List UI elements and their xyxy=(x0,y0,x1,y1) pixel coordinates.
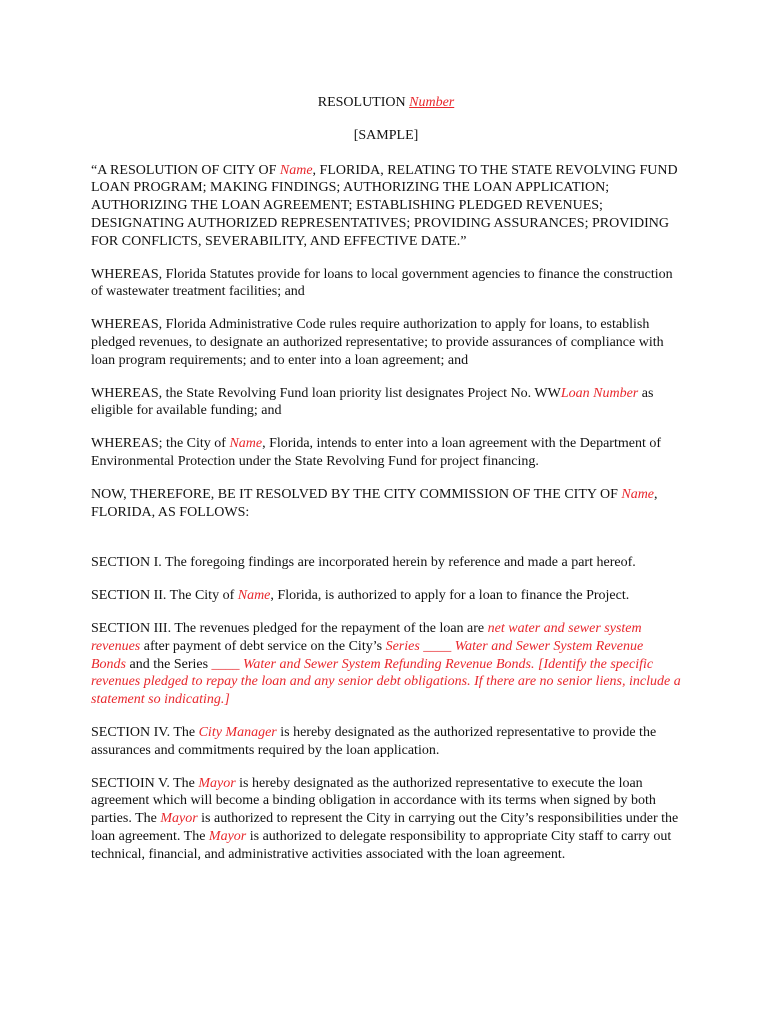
section-4 xyxy=(91,724,681,760)
mayor-placeholder: Mayor xyxy=(198,775,236,791)
section5-text-4: is authorized to delegate responsibility to appropriate City staff to carry out technical, financial, and administrative activities associated with the loan agreement. xyxy=(91,828,672,862)
section2-text-1: SECTION II. The City of xyxy=(91,588,238,604)
section3-text-1: SECTION III. The revenues pledged for the repayment of the loan are xyxy=(91,620,488,636)
city-name-placeholder: Name xyxy=(229,436,263,452)
whereas4-text-2: , Florida, intends to enter into a loan agreement with the Department of Environmental Protection under the State Revolving Fund for project financing. xyxy=(91,436,661,469)
city-manager-placeholder: City Manager xyxy=(198,724,277,740)
city-name-placeholder: Name xyxy=(621,486,655,502)
section5-text-1: SECTIOIN V. The xyxy=(91,775,199,791)
loan-number-placeholder: Loan Number xyxy=(560,385,639,401)
refunding-bonds-instructions: ____ Water and Sewer System Refunding Revenue Bonds. [Identify the specific revenues pledged to repay the loan and any senior debt obligations. If there are no senior liens, include a statement so indicating.] xyxy=(91,656,681,708)
section2-text-2: , Florida, is authorized to apply for a loan to finance the Project. xyxy=(270,588,630,604)
section4-text-2: is hereby designated as the authorized representative to provide the assurances and commitments required by the loan application. xyxy=(91,724,657,758)
resolution-number-placeholder: Number xyxy=(409,95,455,110)
whereas-paragraph-4 xyxy=(91,435,681,471)
whereas-paragraph-2: WHEREAS, Florida Administrative Code rules require authorization to apply for loans, to establish pledged revenues, to designate an authorized representative; to provide assurances of compliance with loan program requirements; and to enter into a loan agreement; and xyxy=(91,317,664,368)
pledged-revenues-placeholder: net water and sewer system revenues xyxy=(91,620,642,654)
resolved-paragraph xyxy=(91,486,681,522)
resolved-text-1: NOW, THEREFORE, BE IT RESOLVED BY THE CITY COMMISSION OF THE CITY OF xyxy=(91,486,622,502)
caption-text-2: , FLORIDA, RELATING TO THE STATE REVOLVING FUND LOAN PROGRAM; MAKING FINDINGS; AUTHORIZING THE LOAN APPLICATION; AUTHORIZING THE LOAN AGREEMENT; ESTABLISHING PLEDGED REVENUES; DESIGNATING AUTHORIZED REPRESENTATIVES; PROVIDING ASSURANCES; PROVIDING FOR CONFLICTS, SEVERABILITY, AND EFFECTIVE DATE.” xyxy=(91,162,678,249)
whereas3-text-2: as eligible for available funding; and xyxy=(91,385,654,419)
section-1: SECTION I. The foregoing findings are incorporated herein by reference and made a part hereof. xyxy=(91,555,636,571)
section-3 xyxy=(91,620,681,709)
whereas3-text-1: WHEREAS, the State Revolving Fund loan priority list designates Project No. WW xyxy=(91,385,561,401)
mayor-placeholder: Mayor xyxy=(208,828,247,844)
section3-text-2: after payment of debt service on the City’s xyxy=(140,638,386,654)
whereas-paragraph-3 xyxy=(91,385,681,421)
section4-text-1: SECTION IV. The xyxy=(91,724,199,740)
section-2 xyxy=(91,587,681,605)
whereas4-text-1: WHEREAS; the City of xyxy=(91,436,230,452)
whereas-paragraph-1: WHEREAS, Florida Statutes provide for loans to local government agencies to finance the construction of wastewater treatment facilities; and xyxy=(91,266,673,300)
city-name-placeholder: Name xyxy=(279,162,313,178)
revenue-bonds-placeholder: Series ____ Water and Sewer System Revenue Bonds xyxy=(91,638,644,672)
section3-text-3: and the Series xyxy=(126,656,212,672)
resolution-title xyxy=(91,94,681,112)
section5-text-2: is hereby designated as the authorized representative to execute the loan agreement which will become a binding obligation in accordance with its terms when signed by both parties. The xyxy=(91,775,656,827)
city-name-placeholder: Name xyxy=(237,588,271,604)
mayor-placeholder: Mayor xyxy=(160,811,198,827)
section-5 xyxy=(91,775,681,864)
document-page xyxy=(91,94,681,879)
resolved-text-2: , FLORIDA, AS FOLLOWS: xyxy=(91,486,658,520)
section5-text-3: is authorized to represent the City in carrying out the City’s responsibilities under the loan agreement. The xyxy=(91,811,679,844)
sample-label: [SAMPLE] xyxy=(353,127,419,143)
caption-text-1: “A RESOLUTION OF CITY OF xyxy=(91,162,280,178)
resolution-caption xyxy=(91,162,681,251)
title-prefix: RESOLUTION xyxy=(317,95,410,110)
